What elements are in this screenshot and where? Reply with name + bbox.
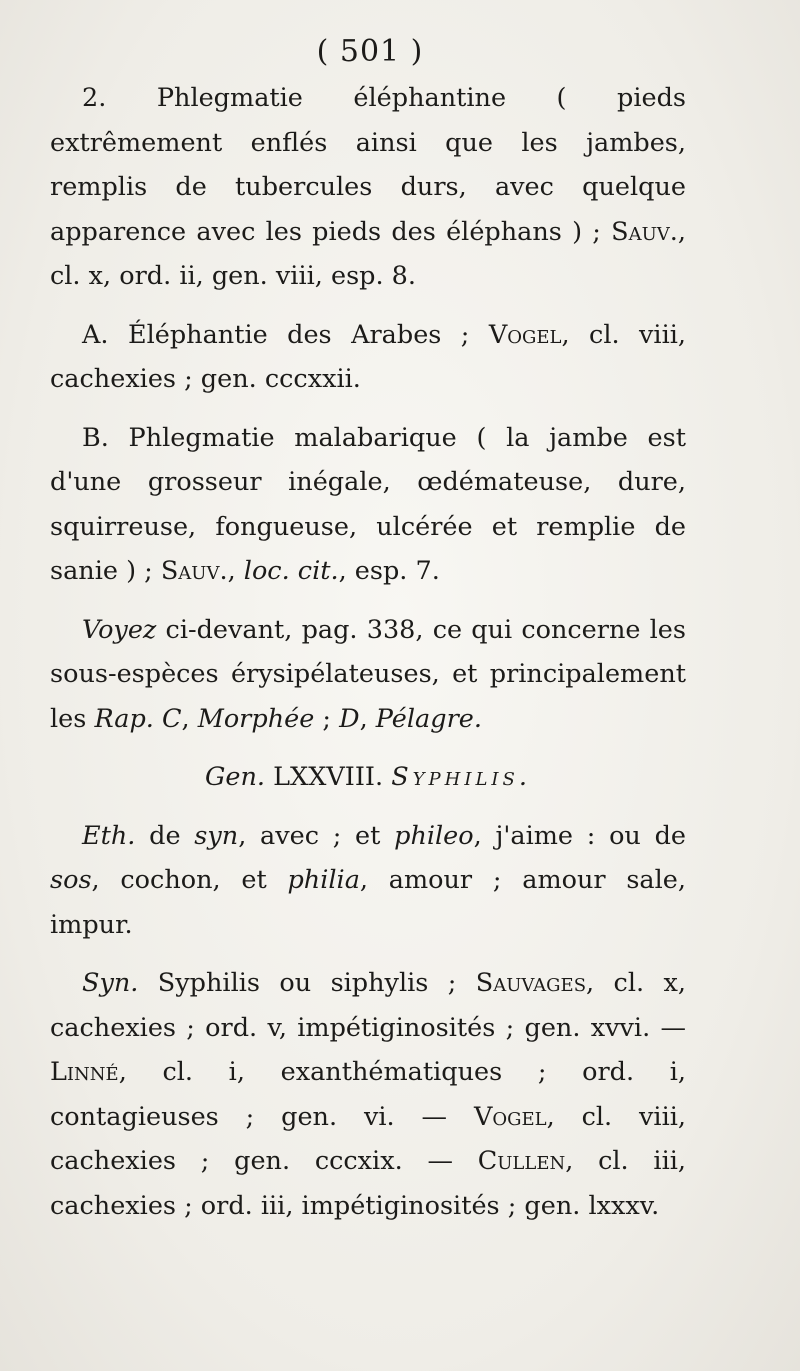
etymology-text: de (135, 820, 195, 851)
reference-italic: Rap. C (94, 703, 182, 734)
paragraph-text: Phlegmatie malabarique ( la jambe est d'une grosseur inégale, œdémateuse, dure, squirreuse, fongueuse, ulcérée et remplie de sanie ) ; (50, 422, 686, 586)
synonyms-text: , cl. i, exanthématiques ; ord. i, contagieuses ; gen. vi. — (50, 1057, 686, 1132)
paragraph-text: Éléphantie des Arabes ; (108, 319, 489, 350)
etymology-label: Eth. (82, 820, 136, 851)
subspecies-letter: B. (82, 422, 109, 453)
synonyms-text: , cl. x, cachexies ; ord. v, impétiginosités ; gen. xvvi. — (50, 968, 686, 1043)
page-number: ( 501 ) (316, 34, 424, 69)
reference-italic: Morphée (197, 703, 315, 734)
subspecies-letter: A. (82, 319, 109, 350)
etymology-word: philia (287, 865, 360, 895)
page-body (50, 76, 686, 1228)
author-ref: Sauv. (160, 556, 228, 586)
paragraph-number: 2. (82, 83, 107, 113)
paragraph-etymology (50, 814, 686, 948)
paragraph-text: , cl. viii, cachexies ; gen. cccxxii. (50, 319, 686, 394)
separator: , (181, 703, 198, 734)
etymology-word: sos (50, 865, 92, 895)
genus-label: Gen. (205, 762, 265, 792)
synonyms-text: , cl. viii, cachexies ; gen. cccxix. — (50, 1101, 687, 1176)
author-ref: Cullen (477, 1146, 566, 1176)
paragraph-voyez (50, 608, 686, 742)
etymology-text: , cochon, et (91, 865, 288, 895)
separator: ; (314, 703, 340, 734)
etymology-word: syn (194, 820, 239, 851)
etymology-word: phileo (394, 820, 474, 851)
paragraph-phlegmatie-malabarique (50, 416, 686, 594)
paragraph-text: , esp. 7. (338, 556, 440, 586)
citation-italic: loc. cit. (243, 556, 339, 586)
author-ref: Linné (50, 1057, 119, 1087)
separator: , (359, 703, 376, 734)
author-ref: Vogel (473, 1101, 547, 1132)
etymology-text: , avec ; et (238, 820, 395, 851)
paragraph-text: , (227, 556, 244, 586)
synonyms-text: Syphilis ou siphylis ; (138, 968, 476, 998)
author-ref: Vogel (488, 319, 562, 350)
paragraph-synonyms (50, 961, 686, 1228)
synonyms-text: , cl. iii, cachexies ; ord. iii, impétiginosités ; gen. lxxxv. (50, 1146, 686, 1221)
paragraph-phlegmatie-elephantine (50, 76, 686, 299)
etymology-text: , amour ; amour sale, impur. (50, 865, 686, 940)
paragraph-text: , cl. x, ord. ii, gen. viii, esp. 8. (50, 216, 686, 291)
synonyms-label: Syn. (82, 968, 139, 998)
reference-italic: Pélagre. (375, 703, 482, 734)
reference-italic: D (339, 703, 360, 734)
genus-name: Syphilis. (391, 762, 531, 792)
genus-heading (50, 755, 686, 800)
author-ref: Sauvages (475, 968, 587, 998)
voyez-word: Voyez (82, 614, 157, 645)
paragraph-text: Phlegmatie éléphantine ( pieds extrêmement enflés ainsi que les jambes, remplis de tubercules durs, avec quelque apparence avec les pieds des éléphans ) ; (50, 83, 686, 247)
etymology-text: , j'aime : ou de (473, 820, 686, 851)
genus-number: LXXVIII. (265, 762, 392, 792)
paragraph-text: ci-devant, pag. 338, ce qui concerne les sous-espèces érysipélateuses, et principalement les (50, 614, 686, 734)
paragraph-elephantie-arabes (50, 313, 686, 402)
author-ref: Sauv. (611, 216, 678, 247)
